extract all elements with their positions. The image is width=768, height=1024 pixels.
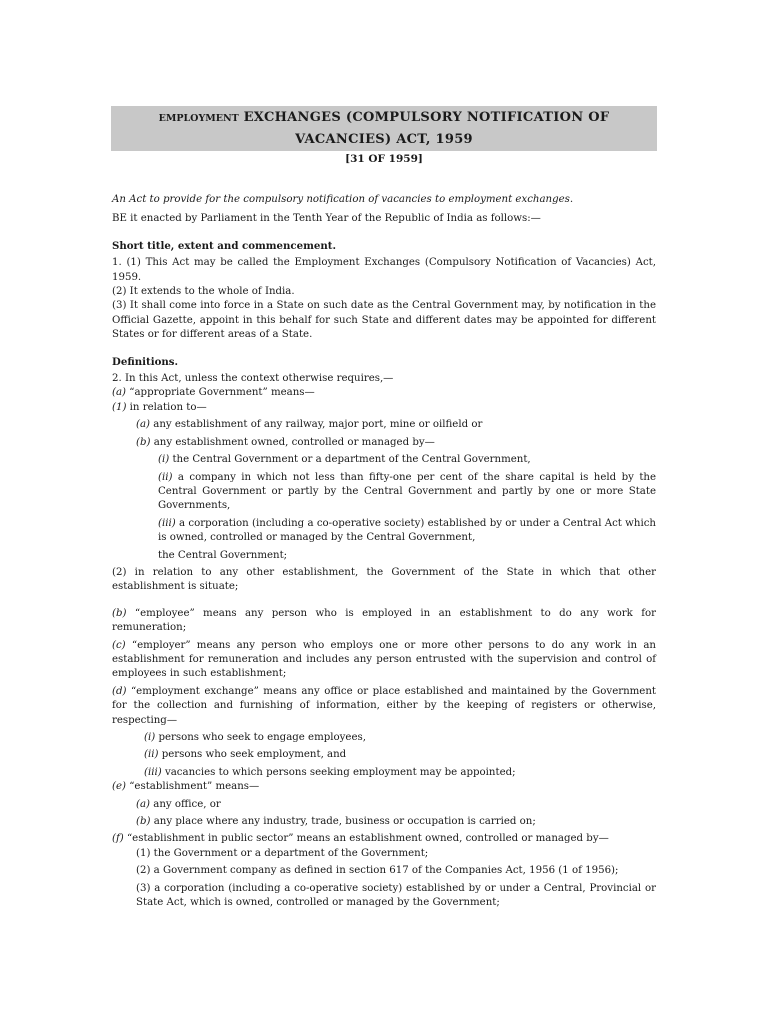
clause-a-1-b-i-mark: (i) [158, 454, 170, 466]
section-2-heading: Definitions. [112, 355, 179, 368]
clause-b [112, 607, 656, 636]
clause-c-text: “employer” means any person who employs one or more other persons to do any work in an establishment for remuneration and includes any person entrusted with the supervision and control of employees in such establishment; [112, 639, 656, 680]
clause-a-1-b-ii-mark: (ii) [158, 471, 173, 483]
clause-a-1-mark: (1) [112, 401, 127, 413]
clause-a-1-b-mark: (b) [136, 436, 151, 448]
clause-a-1-b-ii-text: a company in which not less than fifty-one per cent of the share capital is held by the Central Government or partly by the Central Government and partly by one or more State Governments, [158, 471, 656, 512]
clause-e-b [112, 815, 656, 829]
clause-f-2: (2) a Government company as defined in section 617 of the Companies Act, 1956 (1 of 1956); [136, 865, 619, 877]
section-1-sub-3: (3) It shall come into force in a State on such date as the Central Government may, by notification in the Official Gazette, appoint in this behalf for such State and different dates may be appointed for different States or for different areas of a State. [112, 300, 656, 341]
clause-e-b-text: any place where any industry, trade, business or occupation is carried on; [150, 816, 536, 828]
clause-d-mark: (d) [112, 685, 127, 697]
clause-a-1-b-i-text: the Central Government or a department of the Central Government, [169, 454, 531, 466]
clause-d-i-mark: (i) [144, 732, 156, 743]
clause-d-ii-text: persons who seek employment, and [158, 749, 347, 761]
clause-a-1-b-iii [112, 517, 656, 546]
clause-d-ii-mark: (ii) [144, 749, 159, 761]
clause-f-1: (1) the Government or a department of the Government; [136, 847, 429, 859]
clause-b-text: “employee” means any person who is employed in an establishment to do any work for remuneration; [112, 607, 656, 634]
clause-d-iii-mark: (iii) [144, 766, 162, 778]
act-title-line1 [111, 107, 657, 129]
clause-a-2: (2) in relation to any other establishment, the Government of the State in which that other establishment is situate; [112, 566, 656, 593]
clause-a [112, 386, 656, 400]
act-number: [31 OF 1959] [345, 153, 423, 165]
clause-a-1-a [112, 418, 656, 432]
clause-a-text: “appropriate Government” means— [126, 387, 315, 399]
clause-a-mark: (a) [112, 387, 127, 399]
clause-a-1 [112, 401, 656, 415]
section-1-sub-1: 1. (1) This Act may be called the Employment Exchanges (Compulsory Notification of Vacancies) Act, 1959. [112, 257, 656, 283]
clause-d-iii-text: vacancies to which persons seeking employment may be appointed; [161, 766, 516, 778]
clause-e [112, 780, 656, 794]
clause-a-1-a-text: any establishment of any railway, major port, mine or oilfield or [150, 419, 483, 431]
act-title-line2: VACANCIES) ACT, 1959 [295, 132, 473, 147]
clause-a-1-b-iii-text: a corporation (including a co-operative society) established by or under a Central Act which is owned, controlled or managed by the Central Government, [158, 517, 656, 544]
clause-a-1-text: in relation to— [126, 401, 207, 413]
clause-f-3: (3) a corporation (including a co-operative society) established by or under a Central, Provincial or State Act, which is owned, controlled or managed by the Government; [136, 882, 656, 909]
section-2-intro: 2. In this Act, unless the context otherwise requires,— [112, 373, 394, 385]
clause-d-i-text: persons who seek to engage employees, [155, 732, 366, 743]
clause-a-1-b-ii [112, 471, 656, 514]
section-1-sub-2: (2) It extends to the whole of India. [112, 286, 295, 298]
clause-d-ii [112, 748, 656, 762]
act-title-rest: EXCHANGES (COMPULSORY NOTIFICATION OF [238, 110, 610, 125]
clause-c [112, 639, 656, 682]
clause-e-text: “establishment” means— [125, 781, 260, 793]
clause-f-text: “establishment in public sector” means an establishment owned, controlled or managed by— [123, 833, 609, 845]
clause-a-1-a-mark: (a) [136, 419, 151, 431]
clause-e-mark: (e) [112, 781, 126, 793]
section-1-heading: Short title, extent and commencement. [112, 239, 337, 252]
clause-e-a-mark: (a) [136, 798, 151, 810]
clause-e-b-mark: (b) [136, 816, 151, 828]
clause-d-text: “employment exchange” means any office or place established and maintained by the Government for the collection and furnishing of information, either by the keeping of registers or otherwise, respecting— [112, 685, 656, 726]
clause-a-1-b-iii-mark: (iii) [158, 517, 176, 529]
clause-e-a-text: any office, or [150, 798, 221, 810]
long-title: An Act to provide for the compulsory notification of vacancies to employment exchanges. [112, 194, 574, 205]
clause-c-mark: (c) [112, 639, 126, 651]
clause-d [112, 685, 656, 728]
clause-d-i [112, 731, 656, 745]
clause-f-mark: (f) [112, 833, 124, 845]
clause-a-1-tail: the Central Government; [158, 549, 288, 561]
clause-f [112, 832, 656, 846]
act-body [112, 193, 656, 910]
clause-a-1-b-text: any establishment owned, controlled or managed by— [150, 436, 435, 448]
clause-a-1-b [112, 436, 656, 450]
act-title-prefix: EMPLOYMENT [158, 113, 239, 124]
clause-e-a [112, 798, 656, 812]
clause-b-mark: (b) [112, 607, 127, 619]
clause-d-iii [112, 766, 656, 780]
enacting-clause: BE it enacted by Parliament in the Tenth Year of the Republic of India as follows:— [112, 213, 541, 225]
clause-a-1-b-i [112, 453, 656, 467]
act-title-banner [111, 106, 657, 151]
